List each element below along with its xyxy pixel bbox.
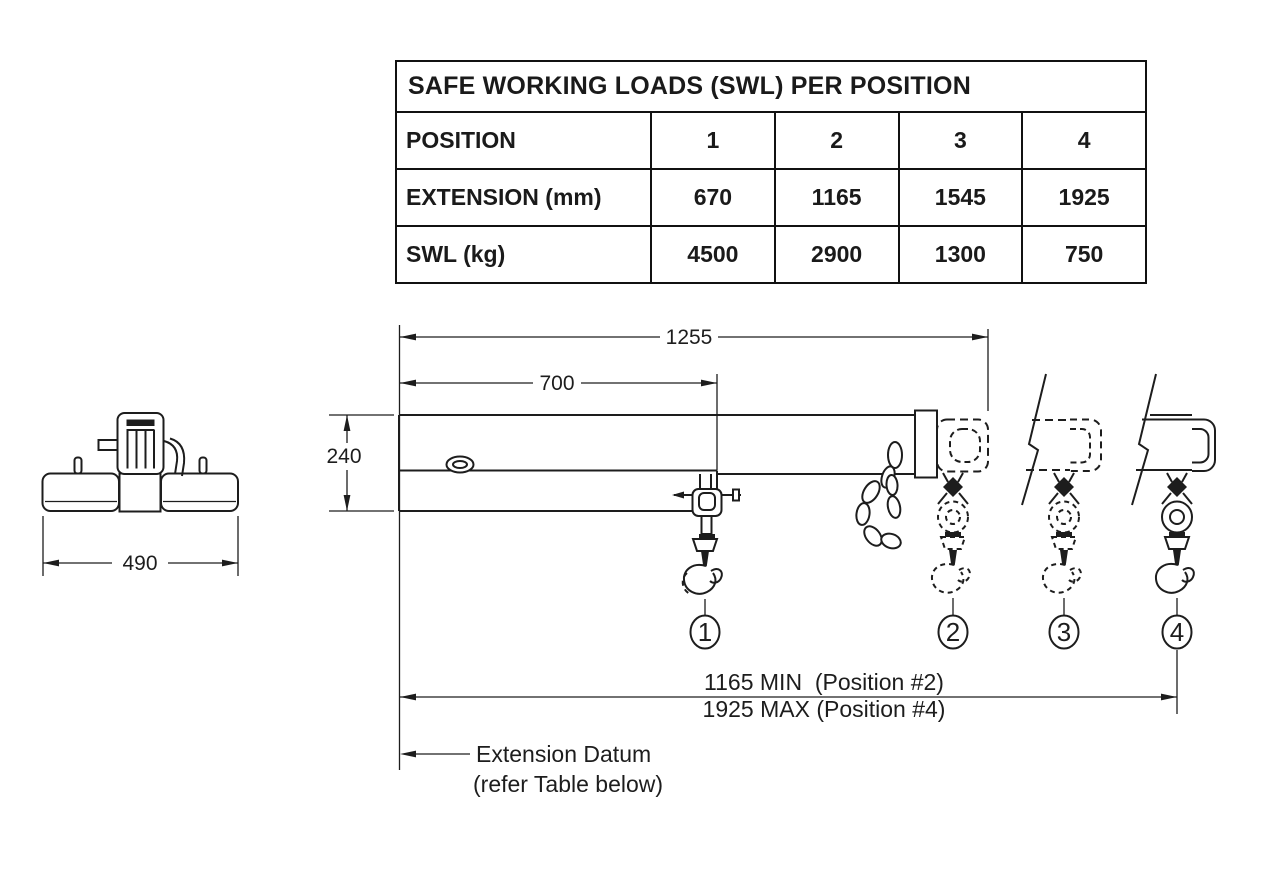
dim-min-max (400, 650, 1177, 722)
swl-table (395, 60, 1147, 284)
datum-label: Extension Datum (476, 741, 652, 767)
hook-position-2 (932, 473, 970, 615)
lock-pin-chain (855, 442, 903, 551)
balloon-1-number: 1 (697, 617, 713, 647)
cell-extension-1: 670 (650, 170, 774, 225)
balloon-4-number: 4 (1169, 617, 1185, 647)
side-view (326, 325, 1215, 797)
boom-body (399, 415, 915, 511)
dim-240-label: 240 (326, 445, 362, 468)
dim-min-label: 1165 MIN (Position #2) (704, 669, 944, 695)
dim-240 (326, 415, 394, 511)
cell-position-2: 2 (774, 113, 898, 168)
cell-swl-1: 4500 (650, 227, 774, 282)
end-collar (915, 411, 937, 478)
dim-max-label: 1925 MAX (Position #4) (702, 696, 946, 722)
locating-pin-right (200, 458, 207, 474)
row-label-position: POSITION (406, 127, 516, 153)
extension-datum-callout (400, 741, 663, 797)
fork-pocket-right (161, 474, 238, 512)
table-row-position (397, 113, 1145, 170)
hook-position-4 (1156, 473, 1194, 615)
cell-position-1: 1 (650, 113, 774, 168)
hose-loop (164, 439, 184, 477)
hook-position-3 (1043, 473, 1081, 615)
table-row-swl (397, 227, 1145, 282)
dim-1255-label: 1255 (665, 326, 713, 349)
row-label-swl: SWL (kg) (406, 241, 506, 267)
balloon-3-number: 3 (1056, 617, 1072, 647)
lifting-eye (447, 457, 474, 473)
position-balloons (691, 616, 1192, 649)
inner-tube-retracted (915, 411, 988, 478)
mast-bracket (99, 413, 164, 474)
cell-swl-2: 2900 (774, 227, 898, 282)
cell-extension-4: 1925 (1021, 170, 1145, 225)
fork-pocket-left (43, 474, 120, 512)
datum-note: (refer Table below) (473, 771, 664, 797)
cell-swl-4: 750 (1021, 227, 1145, 282)
cell-extension-2: 1165 (774, 170, 898, 225)
swl-table-title: SAFE WORKING LOADS (SWL) PER POSITION (397, 62, 1145, 113)
hook-position-1 (672, 474, 741, 615)
dim-490 (43, 516, 238, 576)
dim-490-label: 490 (122, 552, 158, 575)
balloon-2-number: 2 (945, 617, 961, 647)
center-column (120, 474, 161, 512)
dim-700-label: 700 (539, 372, 575, 395)
table-row-extension (397, 170, 1145, 227)
dim-700 (400, 372, 717, 470)
cell-extension-3: 1545 (898, 170, 1022, 225)
locating-pin-left (75, 458, 82, 474)
cell-position-3: 3 (898, 113, 1022, 168)
row-label-extension: EXTENSION (mm) (406, 184, 602, 210)
cell-swl-3: 1300 (898, 227, 1022, 282)
cell-position-4: 4 (1021, 113, 1145, 168)
front-view (43, 413, 239, 576)
dim-1255 (400, 326, 988, 411)
